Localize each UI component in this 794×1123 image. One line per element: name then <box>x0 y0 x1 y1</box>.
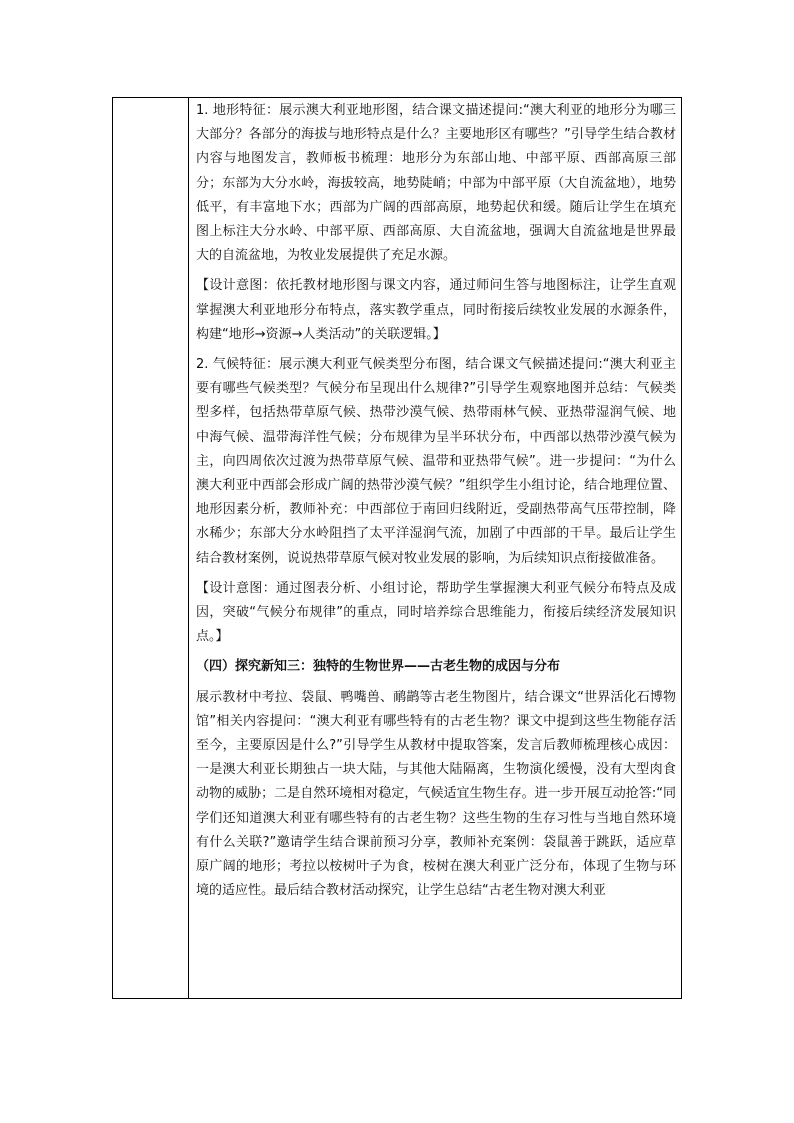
section-heading: （四）探究新知三：独特的生物世界——古老生物的成因与分布 <box>196 659 561 675</box>
lesson-content-cell <box>196 98 676 904</box>
climate-design-intent: 【设计意图：通过图表分析、小组讨论，帮助学生掌握澳大利亚气候分布特点及成因，突破“气候分布规律”的重点，同时培养综合思维能力，衔接后续经济发展知识点。】 <box>196 580 676 645</box>
lesson-table <box>112 97 682 999</box>
climate-paragraph: 2. 气候特征：展示澳大利亚气候类型分布图，结合课文气候描述提问:“澳大利亚主要有哪些气候类型？气候分布呈现出什么规律?”引导学生观察地图并总结：气候类型多样，包括热带草原气候、热带沙漠气候、热带雨林气候、亚热带湿润气候、地中海气候、温带海洋性气候；分布规律为呈半环状分布，中西部以热带沙漠气候为主，向四周依次过渡为热带草原气候、温带和亚热带气候”。进一步提问：“为什么澳大利亚中西部会形成广阔的热带沙漠气候？”组织学生小组讨论，结合地理位置、地形因素分析，教师补充：中西部位于南回归线附近，受副热带高气压带控制，降水稀少；东部大分水岭阻挡了太平洋湿润气流，加剧了中西部的干旱。最后让学生结合教材案例，说说热带草原气候对牧业发展的影响，为后续知识点衔接做准备。 <box>196 357 676 566</box>
terrain-paragraph: 1. 地形特征：展示澳大利亚地形图，结合课文描述提问:“澳大利亚的地形分为哪三大部分？各部分的海拔与地形特点是什么？主要地形区有哪些？”引导学生结合教材内容与地图发言，教师板书梳理：地形分为东部山地、中部平原、西部高原三部分；东部为大分水岭，海拔较高，地势陡峭；中部为中部平原（大自流盆地），地势低平，有丰富地下水；西部为广阔的西部高原，地势起伏和缓。随后让学生在填充图上标注大分水岭、中部平原、西部高原、大自流盆地，强调大自流盆地是世界最大的自流盆地，为牧业发展提供了充足水源。 <box>196 103 676 264</box>
terrain-design-intent: 【设计意图：依托教材地形图与课文内容，通过师问生答与地图标注，让学生直观掌握澳大利亚地形分布特点，落实教学重点，同时衔接后续牧业发展的水源条件，构建“地形→资源→人类活动”的关联逻辑。】 <box>196 278 676 342</box>
column-divider <box>188 98 189 998</box>
biology-paragraph: 展示教材中考拉、袋鼠、鸭嘴兽、鸸鹋等古老生物图片，结合课文“世界活化石博物馆”相关内容提问：“澳大利亚有哪些特有的古老生物？课文中提到这些生物能存活至今，主要原因是什么?”引导学生从教材中提取答案，发言后教师梳理核心成因：一是澳大利亚长期独占一块大陆，与其他大陆隔离，生物演化缓慢，没有大型肉食动物的威胁；二是自然环境相对稳定，气候适宜生物生存。进一步开展互动抢答:“同学们还知道澳大利亚有哪些特有的古老生物？这些生物的生存习性与当地自然环境有什么关联?”邀请学生结合课前预习分享，教师补充案例：袋鼠善于跳跃，适应草原广阔的地形；考拉以桉树叶子为食，桉树在澳大利亚广泛分布，体现了生物与环境的适应性。最后结合教材活动探究，让学生总结“古老生物对澳大利亚 <box>196 689 676 899</box>
